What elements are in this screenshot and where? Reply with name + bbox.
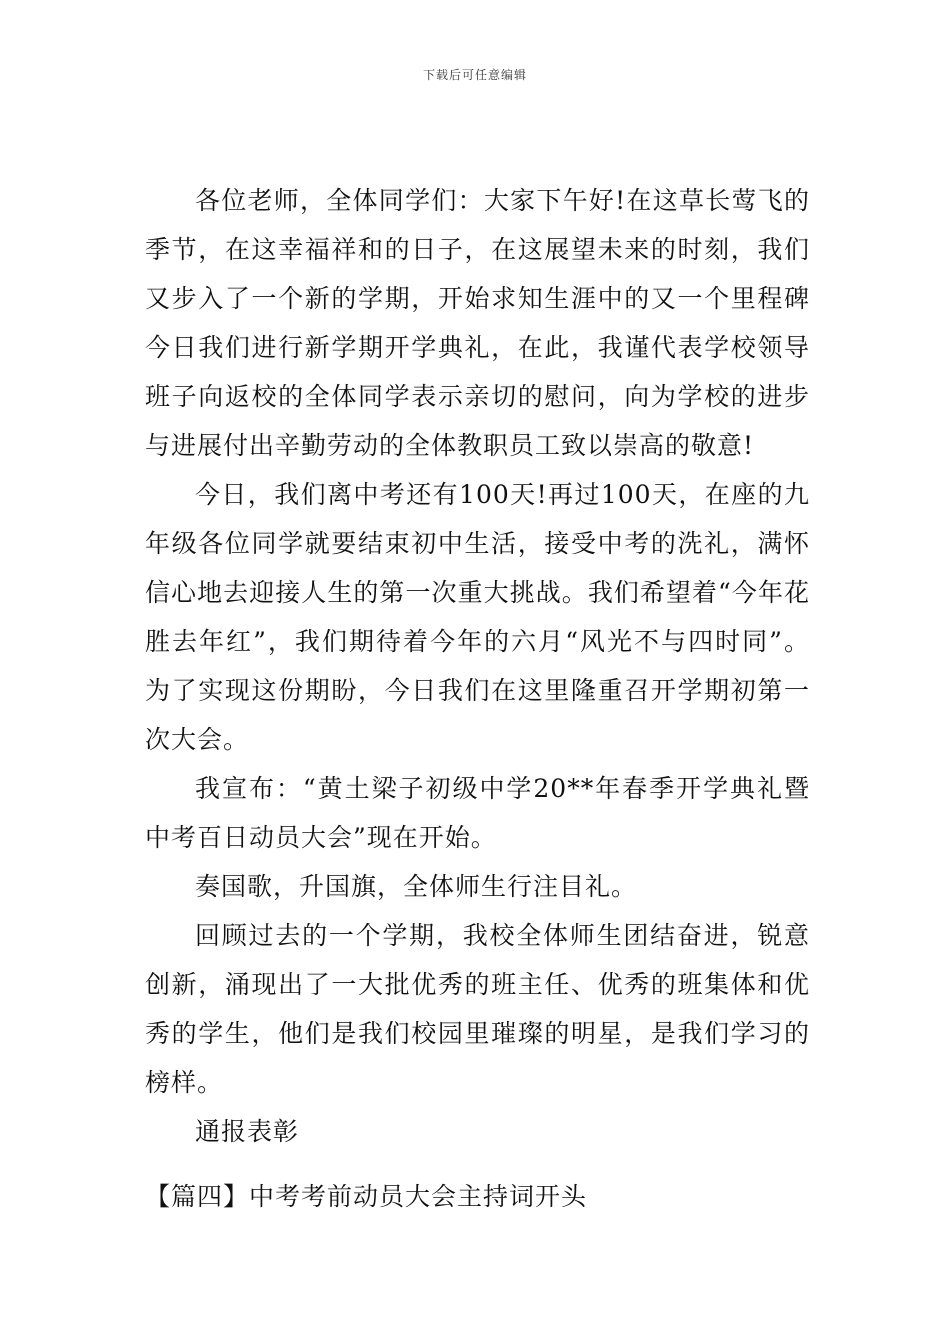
section-heading: 【篇四】中考考前动员大会主持词开头 <box>145 1182 588 1211</box>
paragraph-review: 回顾过去的一个学期，我校全体师生团结奋进，锐意创新，涌现出了一大批优秀的班主任、优秀的班集体和优秀的学生，他们是我们校园里璀璨的明星，是我们学习的榜样。 <box>145 921 810 1097</box>
paragraph-commendation: 通报表彰 <box>195 1117 300 1146</box>
paragraph-countdown: 今日，我们离中考还有100天!再过100天，在座的九年级各位同学就要结束初中生活，接受中考的洗礼，满怀信心地去迎接人生的第一次重大挑战。我们希望着“今年花胜去年红”，我们期待着今年的六月“风光不与四时同”。为了实现这份期盼，今日我们在这里隆重召开学期初第一次大会。 <box>145 480 810 754</box>
paragraph-greeting: 各位老师，全体同学们：大家下午好!在这草长莺飞的季节，在这幸福祥和的日子，在这展望未来的时刻，我们又步入了一个新的学期，开始求知生涯中的又一个里程碑今日我们进行新学期开学典礼，在此，我谨代表学校领导班子向返校的全体同学表示亲切的慰问，向为学校的进步与进展付出辛勤劳动的全体教职员工致以崇高的敬意! <box>145 186 810 460</box>
paragraph-anthem: 奏国歌，升国旗，全体师生行注目礼。 <box>195 872 638 901</box>
document-body <box>145 176 810 1156</box>
paragraph-announcement: 我宣布：“黄土梁子初级中学20**年春季开学典礼暨中考百日动员大会”现在开始。 <box>145 774 810 852</box>
page-header-note: 下载后可任意编辑 <box>422 68 527 82</box>
